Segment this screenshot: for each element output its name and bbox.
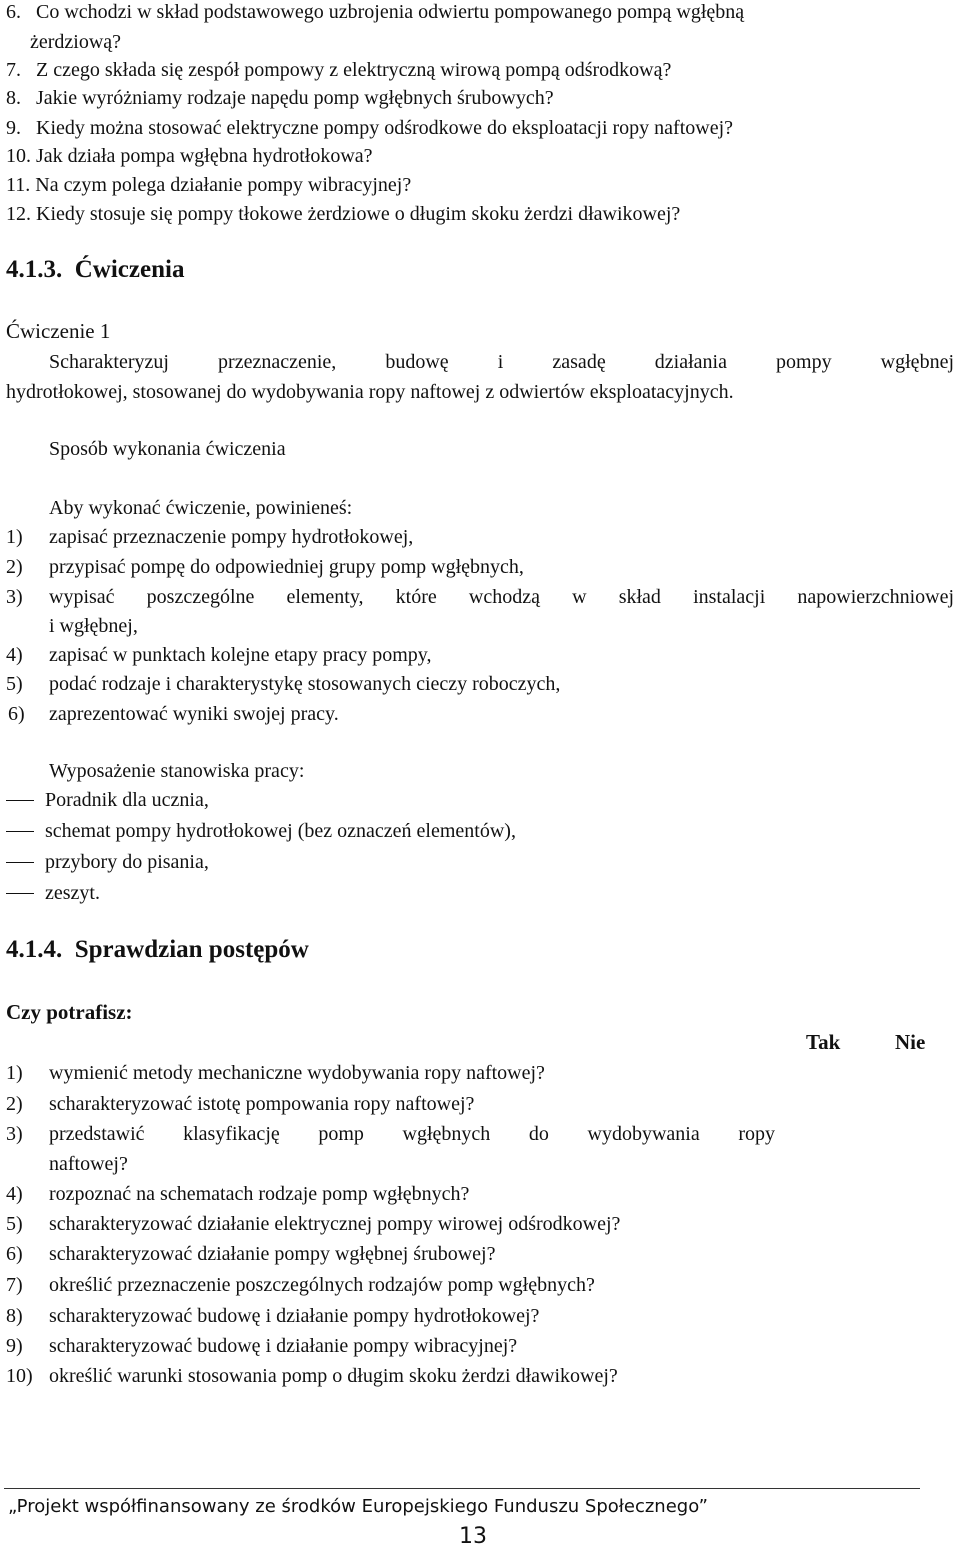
step-text: zaprezentować wyniki swojej pracy. <box>49 703 339 725</box>
checklist-intro: Czy potrafisz: <box>6 1000 133 1024</box>
equipment-item: zeszyt. <box>45 882 100 904</box>
step-number: 4) <box>6 644 23 666</box>
step-text-continuation: i wgłębnej, <box>49 615 138 637</box>
step-number: 5) <box>6 673 23 695</box>
checklist-item: wymienić metody mechaniczne wydobywania ropy naftowej? <box>49 1062 545 1084</box>
exercise-title: Ćwiczenie 1 <box>6 319 111 343</box>
footer-divider <box>4 1488 920 1489</box>
footer-text: „Projekt współfinansowany ze środków Europejskiego Funduszu Społecznego” <box>8 1496 708 1517</box>
checklist-item: scharakteryzować budowę i działanie pompy wibracyjnej? <box>49 1335 518 1357</box>
checklist-item: rozpoznać na schematach rodzaje pomp wgłębnych? <box>49 1183 470 1205</box>
checklist-number: 7) <box>6 1274 23 1296</box>
question-6-continuation: żerdziową? <box>30 31 122 53</box>
checklist-number: 4) <box>6 1183 23 1205</box>
question-10: 10. Jak działa pompa wgłębna hydrotłokowa? <box>6 145 373 167</box>
checklist-item: scharakteryzować istotę pompowania ropy naftowej? <box>49 1093 475 1115</box>
question-9: 9. Kiedy można stosować elektryczne pompy odśrodkowe do eksploatacji ropy naftowej? <box>6 117 734 139</box>
checklist-item: scharakteryzować działanie elektrycznej pompy wirowej odśrodkowej? <box>49 1213 621 1235</box>
equipment-item: schemat pompy hydrotłokowej (bez oznaczeń elementów), <box>45 820 516 842</box>
equipment-title: Wyposażenie stanowiska pracy: <box>49 760 305 782</box>
dash-bullet <box>6 831 34 832</box>
dash-bullet <box>6 800 34 801</box>
column-yes: Tak <box>806 1030 841 1054</box>
step-number: 6) <box>8 703 25 725</box>
checklist-number: 6) <box>6 1243 23 1265</box>
section-number: 4.1.3. <box>6 256 63 283</box>
section-heading-414 <box>6 938 309 962</box>
section-number: 4.1.4. <box>6 936 63 963</box>
checklist-item: scharakteryzować działanie pompy wgłębnej śrubowej? <box>49 1243 496 1265</box>
question-12: 12. Kiedy stosuje się pompy tłokowe żerdziowe o długim skoku żerdzi dławikowej? <box>6 203 681 225</box>
step-text: podać rodzaje i charakterystykę stosowanych cieczy roboczych, <box>49 673 561 695</box>
question-8: 8. Jakie wyróżniamy rodzaje napędu pomp wgłębnych śrubowych? <box>6 87 554 109</box>
step-text: wypisać poszczególne elementy, które wchodzą w skład instalacji napowierzchniowej <box>49 586 954 608</box>
checklist-number: 8) <box>6 1305 23 1327</box>
dash-bullet <box>6 893 34 894</box>
step-text: zapisać przeznaczenie pompy hydrotłokowej, <box>49 526 414 548</box>
section-title: Sprawdzian postępów <box>74 936 309 963</box>
step-text: przypisać pompę do odpowiedniej grupy pomp wgłębnych, <box>49 556 524 578</box>
question-6: 6. Co wchodzi w skład podstawowego uzbrojenia odwiertu pompowanego pompą wgłębną <box>6 1 745 23</box>
checklist-item: określić przeznaczenie poszczególnych rodzajów pomp wgłębnych? <box>49 1274 595 1296</box>
step-number: 2) <box>6 556 23 578</box>
method-title: Sposób wykonania ćwiczenia <box>49 438 286 460</box>
exercise-description-line2: hydrotłokowej, stosowanej do wydobywania ropy naftowej z odwiertów eksploatacyjnych. <box>6 381 734 403</box>
checklist-number: 1) <box>6 1062 23 1084</box>
page-number: 13 <box>459 1524 487 1549</box>
step-text: zapisać w punktach kolejne etapy pracy pompy, <box>49 644 432 666</box>
checklist-number: 9) <box>6 1335 23 1357</box>
dash-bullet <box>6 862 34 863</box>
checklist-number: 3) <box>6 1123 23 1145</box>
question-7: 7. Z czego składa się zespół pompowy z elektryczną wirową pompą odśrodkową? <box>6 59 672 81</box>
checklist-number: 10) <box>6 1365 33 1387</box>
steps-intro: Aby wykonać ćwiczenie, powinieneś: <box>49 497 353 519</box>
checklist-item-continuation: naftowej? <box>49 1153 128 1175</box>
checklist-number: 5) <box>6 1213 23 1235</box>
section-title: Ćwiczenia <box>74 256 185 283</box>
checklist-item: określić warunki stosowania pomp o długim skoku żerdzi dławikowej? <box>49 1365 618 1387</box>
section-heading-413 <box>6 258 184 282</box>
equipment-item: przybory do pisania, <box>45 851 209 873</box>
question-11: 11. Na czym polega działanie pompy wibracyjnej? <box>6 174 412 196</box>
checklist-item: scharakteryzować budowę i działanie pompy hydrotłokowej? <box>49 1305 540 1327</box>
equipment-item: Poradnik dla ucznia, <box>45 789 209 811</box>
checklist-number: 2) <box>6 1093 23 1115</box>
step-number: 3) <box>6 586 23 608</box>
exercise-description-line1: Scharakteryzuj przeznaczenie, budowę i zasadę działania pompy wgłębnej <box>49 351 954 373</box>
step-number: 1) <box>6 526 23 548</box>
column-no: Nie <box>895 1030 926 1054</box>
checklist-item: przedstawić klasyfikację pomp wgłębnych do wydobywania ropy <box>49 1123 775 1145</box>
